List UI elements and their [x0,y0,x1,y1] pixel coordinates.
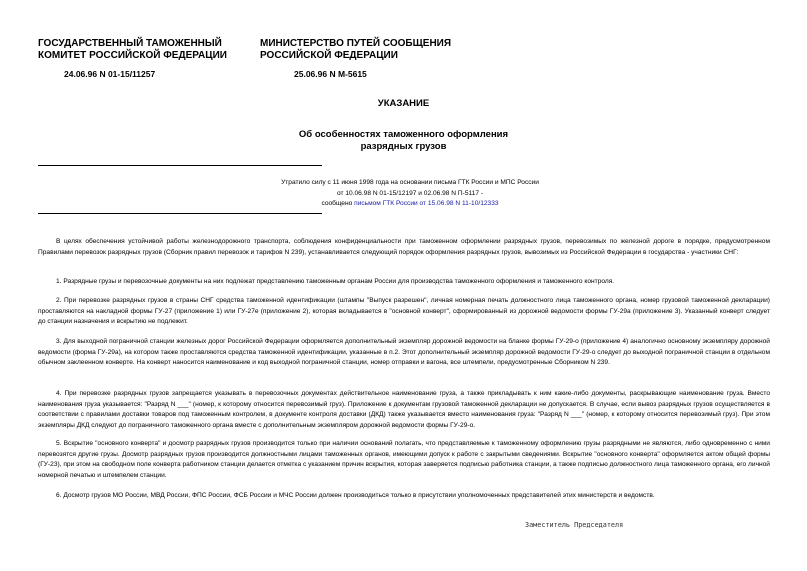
paragraph-6: 6. Досмотр грузов МО России, МВД России, ФПС России, ФСБ России и МЧС России должен производиться только в присутствии уполномоченных представителей этих министерств и ведомств. [56,492,655,499]
divider-bottom [38,213,322,214]
issuer-left [38,38,227,62]
signature-title: Заместитель Председателя [525,521,624,529]
paragraph-1: 1. Разрядные грузы и перевозочные документы на них подлежат представлению таможенным органам России для производства таможенного оформления и таможенного контроля. [56,278,615,285]
status-note [160,178,660,210]
paragraph-intro: В целях обеспечения устойчивой работы железнодорожного транспорта, соблюдения конфиденциальности при таможенном оформлении разрядных грузов, перевозимых по железной дороге в порядке, предусмотренном Правилами перевозок разрядных грузов (Сборник правил перевозок и тарифов N 239), устанавливается следующий порядок оформления разрядных грузов, вывозимых из Российской Федерации в государства - участники СНГ: [38,238,770,256]
status-note-line2: от 10.06.98 N 01-15/12197 и 02.06.98 N П-5117 - [336,189,484,197]
issuer-right-line2: РОССИЙСКОЙ ФЕДЕРАЦИИ [260,50,398,61]
issuer-left-line1: ГОСУДАРСТВЕННЫЙ ТАМОЖЕННЫЙ [38,38,222,49]
document-title [0,129,807,153]
status-note-prefix: сообщено [321,200,353,207]
status-note-line3 [160,199,660,210]
paragraph-4: 4. При перевозке разрядных грузов запрещается указывать в перевозочных документах действительное наименование груза, а также прикладывать к ним какие-либо документы, раскрывающие наименование груза. Вместо наименования груза указывается: "Разряд N ___" (номер, к которому относится перевозимый груз). Приложение к документам грузовой таможенной декларации не допускается. В случае, если вывоз разрядных грузов осуществляется в соответствии с правилами доставки товаров под таможенным контролем, в документе контроля доставки (ДКД) также указывается вместо наименования груза: "Разряд N ___" (номер, к которому относится перевозимый груз). При этом экземпляры ДКД следуют до пограничного таможенного органа вместе с дополнительным экземпляром дорожной ведомости формы ГУ-29-о. [38,390,770,429]
issuer-left-number: 24.06.96 N 01-15/11257 [64,69,156,79]
issuer-right-line1: МИНИСТЕРСТВО ПУТЕЙ СООБЩЕНИЯ [260,38,452,49]
document-title-line2: разрядных грузов [360,141,447,152]
divider-top [38,165,322,166]
document-type: УКАЗАНИЕ [377,98,430,109]
repeal-letter-link[interactable]: письмом ГТК России от 15.06.98 N 11-10/12333 [354,200,499,207]
paragraph-2: 2. При перевозке разрядных грузов в страны СНГ средства таможенной идентификации (штампы "Выпуск разрешен", личная номерная печать должностного лица таможенного органа, номер грузовой таможенной декларации) проставляются на накладной формы ГУ-27 (приложение 1) или ГУ-27е (приложение 2), которая вкладывается в "основной конверт", сформированный из дорожной ведомости формы ГУ-29а (приложение 3). Указанный конверт следует до станции назначения и вскрытию не подлежит. [38,297,770,326]
paragraph-3: 3. Для выходной пограничной станции железных дорог Российской Федерации оформляется дополнительный экземпляр дорожной ведомости на бланке формы ГУ-29-о (приложение 4) аналогично основному экземпляру дорожной ведомости (форма ГУ-29а), на котором также проставляются средства таможенной идентификации, указанные в п.2. Этот дополнительный экземпляр дорожной ведомости ГУ-29-о следует до выходной пограничной станции в отдельном обычном заклеенном конверте. На конверт наносится наименование и код выходной пограничной станции, номер отправки и вагона, все штемпели, предусмотренные Сборником N 239. [38,338,770,367]
document-title-line1: Об особенностях таможенного оформления [298,129,509,140]
issuer-right-number: 25.06.96 N М-5615 [294,69,367,79]
issuer-right [260,38,451,62]
issuer-left-line2: КОМИТЕТ РОССИЙСКОЙ ФЕДЕРАЦИИ [38,50,227,61]
status-note-line1: Утратило силу с 11 июня 1998 года на основании письма ГТК России и МПС России [281,179,539,186]
paragraph-5: 5. Вскрытие "основного конверта" и досмотр разрядных грузов производится только при наличии оснований полагать, что представляемые к таможенному оформлению грузы разрядными не являются, либо одновременно с ними перевозятся другие грузы. Досмотр разрядных грузов производится должностными лицами таможенных органов, имеющими допуск к работе с закрытыми сведениями. Вскрытие "основного конверта" оформляется актом общей формы (ГУ-23), при этом на свободном поле конверта работником станции делается отметка с указанием причин вскрытия, которая заверяется подписью работника станции, а также подписью должностного лица таможенного органа, его личной номерной печатью и штемпелем станции. [38,440,770,479]
